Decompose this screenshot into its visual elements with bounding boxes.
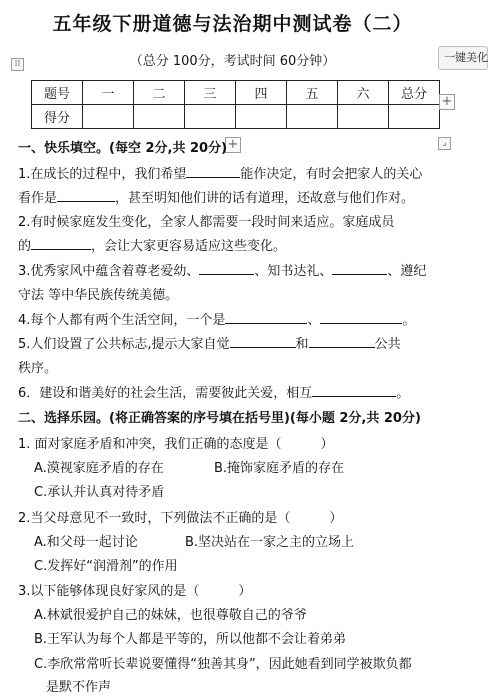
section-1-heading — [18, 137, 227, 156]
question-2-line-2 — [18, 235, 286, 254]
section-1-title: 一、快乐填空。 — [18, 141, 110, 156]
answer-blank[interactable] — [225, 311, 307, 324]
mc-3-option-b: B.王军认为每个人都是平等的，所以他都不会让着弟弟 — [34, 632, 347, 647]
question-text: 看作是 — [18, 191, 58, 206]
mc-1-option-c: C.承认并认真对待矛盾 — [34, 485, 165, 500]
table-cell: 一 — [83, 81, 134, 105]
table-move-handle-icon[interactable]: ⁞⁞ — [11, 58, 24, 71]
table-cell: 六 — [338, 81, 389, 105]
table-cell: 二 — [134, 81, 185, 105]
table-cell: 四 — [236, 81, 287, 105]
question-5-line-1 — [18, 333, 401, 352]
exam-title: 五年级下册道德与法治期中测试卷（二） — [52, 13, 413, 35]
table-cell: 总分 — [389, 81, 440, 105]
table-resize-handle-icon[interactable]: ⌟ — [438, 137, 451, 150]
answer-blank[interactable] — [57, 189, 115, 202]
answer-blank[interactable] — [309, 335, 375, 348]
mc-question-3-stem: 3.以下能够体现良好家风的是（ ） — [18, 584, 252, 599]
score-cell[interactable] — [134, 105, 185, 129]
beautify-button[interactable]: 一键美化 — [438, 46, 488, 70]
score-cell[interactable] — [389, 105, 440, 129]
mc-2-option-c: C.发挥好“润滑剂”的作用 — [34, 559, 178, 574]
question-2-line-1: 2.有时候家庭发生变化，全家人都需要一段时间来适应。家庭成员 — [18, 215, 395, 230]
question-3-line-1 — [18, 260, 426, 279]
question-text: 。 — [396, 386, 410, 401]
question-text: 5.人们设置了公共标志,提示大家自觉 — [18, 337, 230, 352]
table-cell: 三 — [185, 81, 236, 105]
mc-2-option-b: B.坚决站在一家之主的立场上 — [185, 535, 355, 550]
question-text: 、遵纪 — [387, 264, 427, 279]
section-1-note: (每空 2分,共 20分) — [109, 141, 228, 156]
mc-question-1-stem: 1. 面对家庭矛盾和冲突，我们正确的态度是（ ） — [18, 437, 334, 452]
question-4-line — [18, 309, 415, 328]
answer-blank[interactable] — [230, 335, 296, 348]
mc-3-option-c-continued: 是默不作声 — [46, 680, 112, 695]
mc-3-option-a: A.林斌很爱护自己的妹妹，也很尊敬自己的爷爷 — [34, 608, 307, 623]
answer-blank[interactable] — [31, 237, 91, 250]
question-1-line-1 — [18, 163, 422, 182]
answer-blank[interactable] — [332, 262, 387, 275]
score-cell[interactable] — [338, 105, 389, 129]
question-3-line-2: 守法 等中华民族传统美德。 — [18, 288, 179, 303]
table-cell: 题号 — [32, 81, 83, 105]
question-text: ，甚至明知他们讲的话有道理，还故意与他们作对。 — [115, 191, 415, 206]
question-text: 的 — [18, 239, 32, 254]
answer-blank[interactable] — [320, 311, 402, 324]
score-cell[interactable] — [287, 105, 338, 129]
question-text: 1.在成长的过程中，我们希望 — [18, 167, 187, 182]
score-table-header-row — [32, 81, 440, 105]
mc-2-option-a: A.和父母一起讨论 — [34, 535, 138, 550]
score-cell[interactable] — [185, 105, 236, 129]
exam-subtitle: （总分 100分，考试时间 60分钟） — [129, 54, 336, 69]
mc-question-2-stem: 2.当父母意见不一致时，下列做法不正确的是（ ） — [18, 511, 343, 526]
score-cell[interactable] — [236, 105, 287, 129]
answer-blank[interactable] — [312, 384, 396, 397]
section-2-heading — [18, 407, 421, 426]
answer-blank[interactable] — [199, 262, 254, 275]
question-text: 能作决定，有时会把家人的关心 — [240, 167, 423, 182]
score-table-score-row — [32, 105, 440, 129]
score-table — [31, 80, 440, 129]
question-1-line-2 — [18, 187, 414, 206]
table-cell: 五 — [287, 81, 338, 105]
question-6-line — [18, 382, 409, 401]
question-text: 、知书达礼、 — [254, 264, 333, 279]
add-column-icon[interactable]: + — [439, 94, 455, 110]
question-text: 4.每个人都有两个生活空间，一个是 — [18, 313, 226, 328]
answer-blank[interactable] — [186, 165, 240, 178]
question-text: ，会让大家更容易适应这些变化。 — [91, 239, 287, 254]
mc-1-option-a: A.漠视家庭矛盾的存在 — [34, 461, 164, 476]
score-cell[interactable] — [83, 105, 134, 129]
section-2-note: (将正确答案的序号填在括号里)(每小题 2分,共 20分) — [109, 411, 421, 426]
question-text: 和 — [295, 337, 309, 352]
mc-3-option-c: C.李欣常常听长辈说要懂得“独善其身”，因此她看到同学被欺负都 — [34, 657, 412, 672]
question-text: 6．建设和谐美好的社会生活，需要彼此关爱，相互 — [18, 386, 313, 401]
table-cell: 得分 — [32, 105, 83, 129]
question-text: 、 — [307, 313, 321, 328]
mc-1-option-b: B.掩饰家庭矛盾的存在 — [214, 461, 345, 476]
section-2-title: 二、选择乐园。 — [18, 411, 110, 426]
question-text: 3.优秀家风中蕴含着尊老爱幼、 — [18, 264, 200, 279]
add-row-icon[interactable]: + — [225, 137, 241, 153]
question-text: 。 — [402, 313, 416, 328]
question-text: 公共 — [374, 337, 401, 352]
question-5-line-2: 秩序。 — [18, 361, 58, 376]
